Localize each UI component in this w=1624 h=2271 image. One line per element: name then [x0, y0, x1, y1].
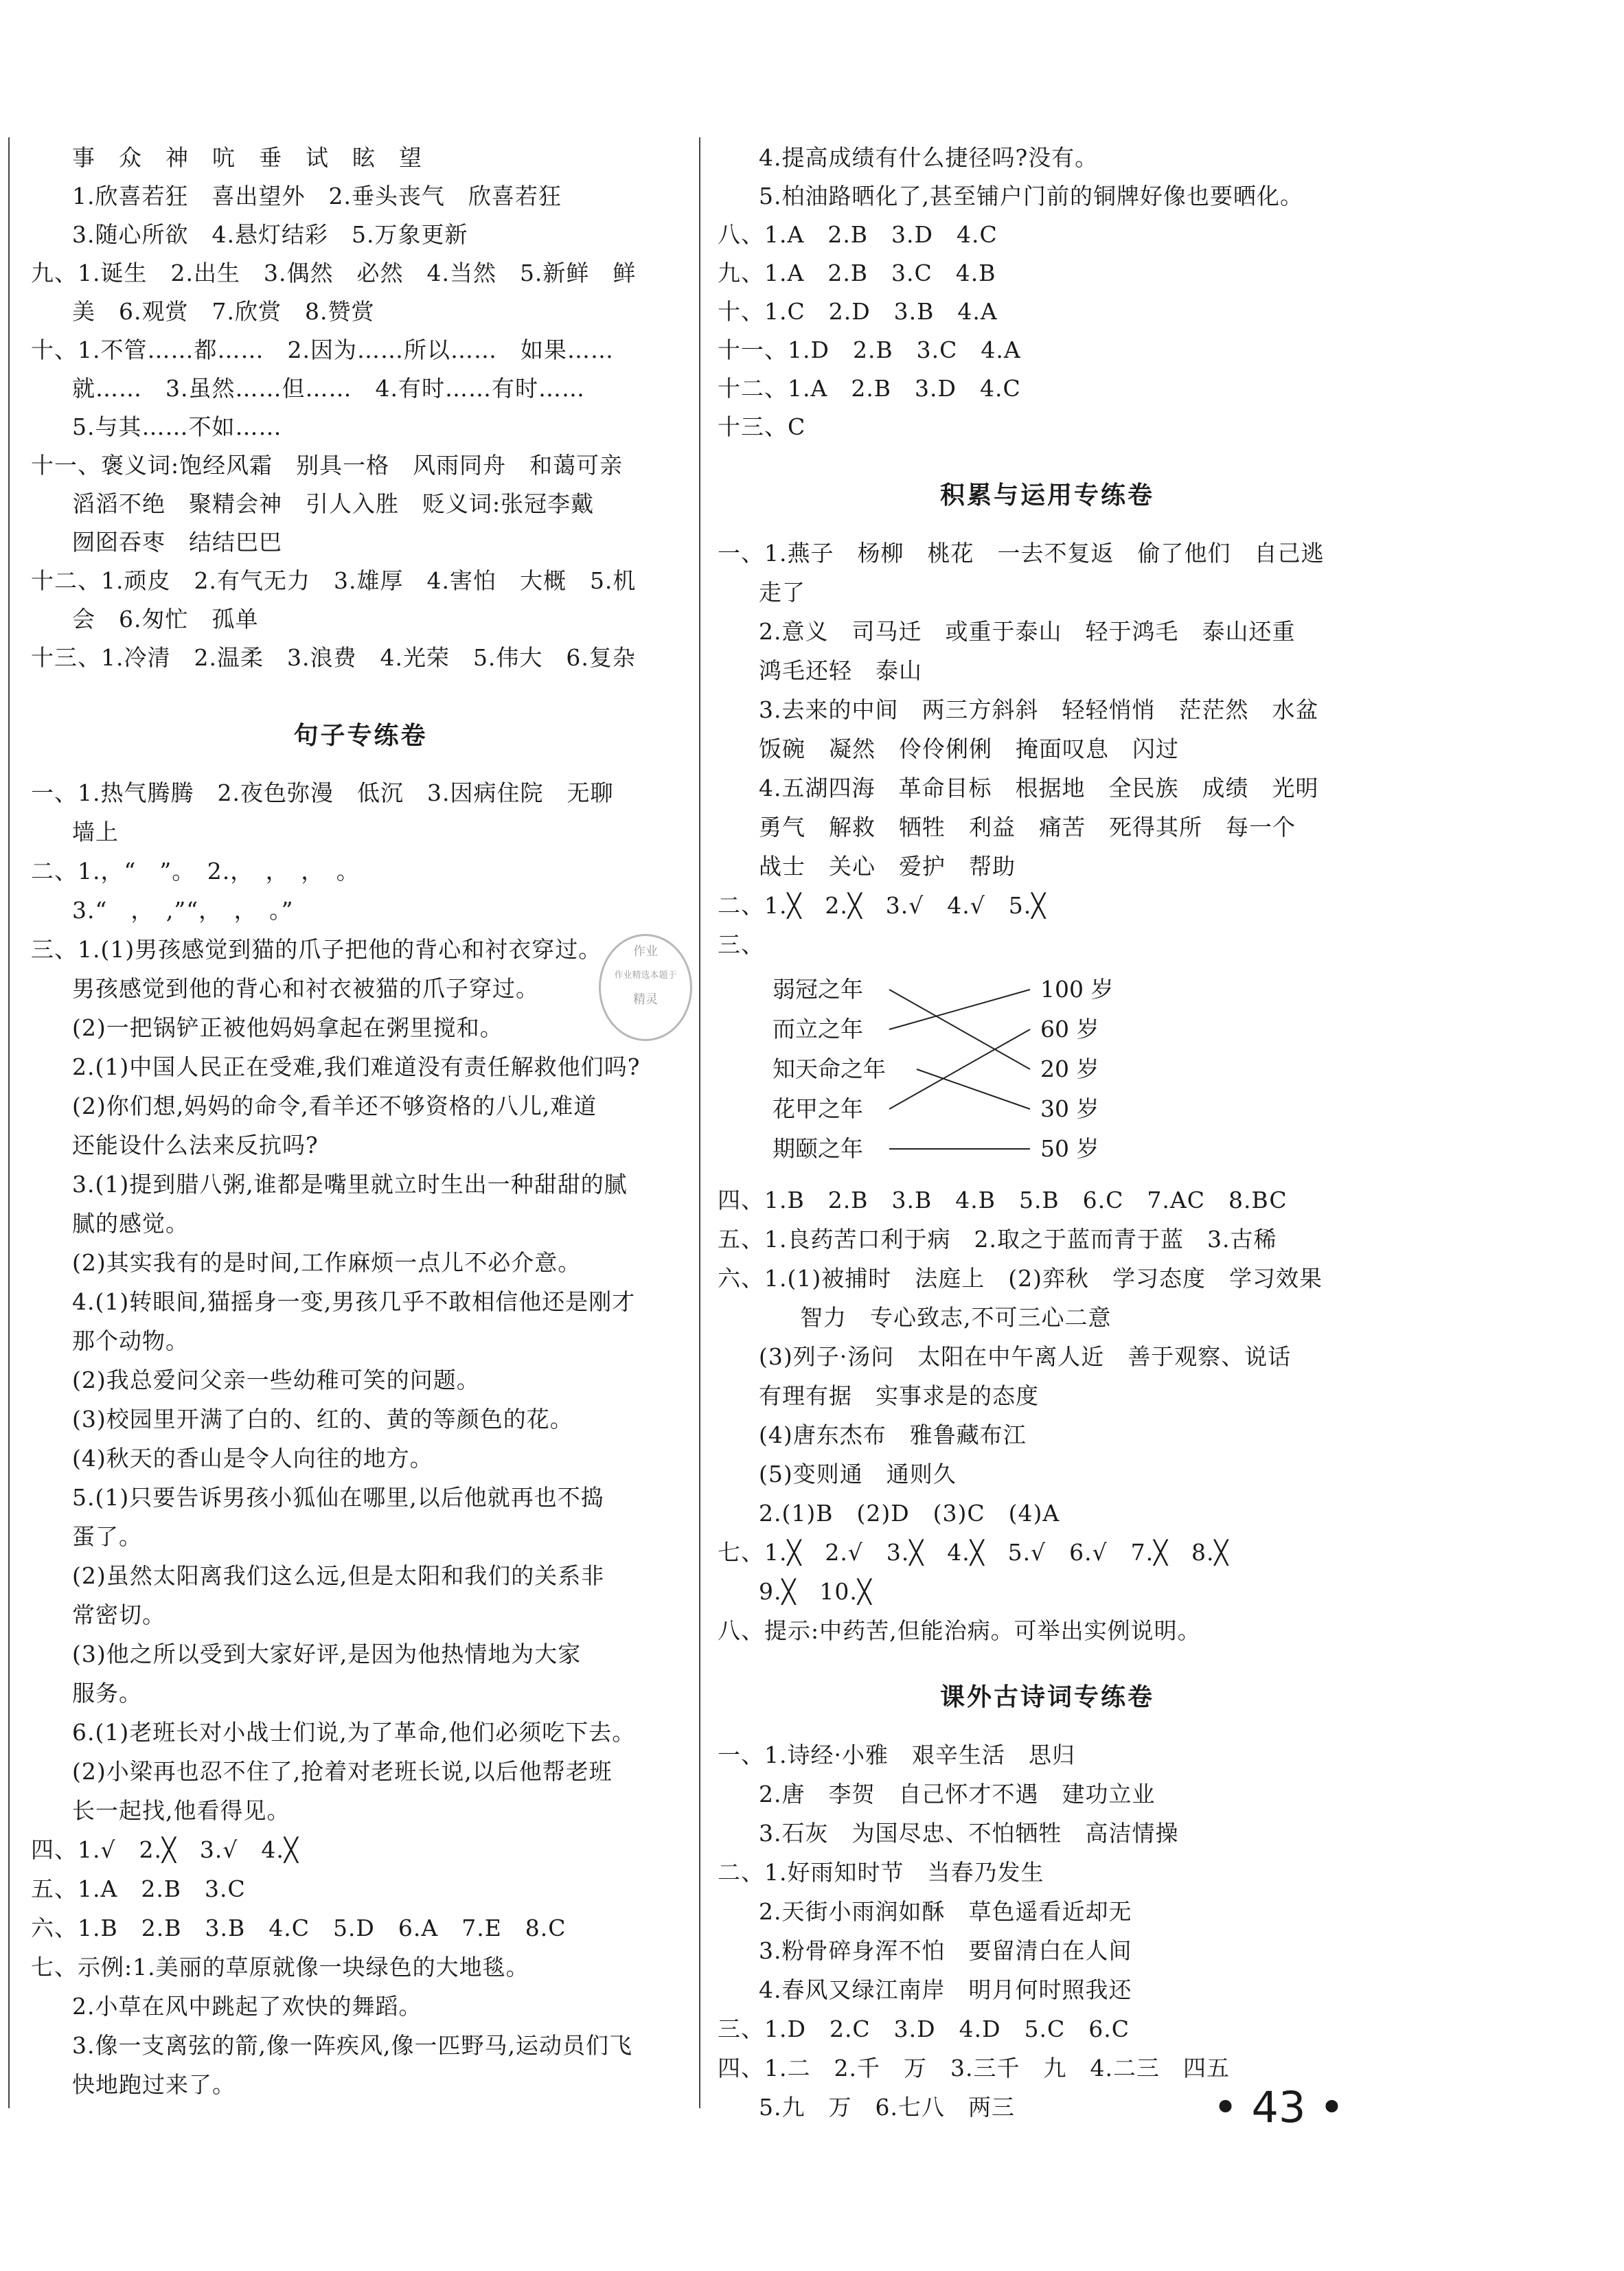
text-line: 鸿毛还轻 泰山	[759, 657, 922, 684]
watermark-stamp	[599, 934, 692, 1041]
text-line: 长一起找,他看得见。	[72, 1797, 290, 1824]
text-line: (2)小梁再也忍不住了,抢着对老班长说,以后他帮老班	[72, 1758, 613, 1785]
text-line: 十二、1.A 2.B 3.D 4.C	[718, 375, 1021, 402]
section-heading: 课外古诗词专练卷	[939, 1683, 1154, 1711]
text-line: 二、1.好雨知时节 当春乃发生	[718, 1859, 1044, 1886]
text-line: 四、1.二 2.千 万 3.三千 九 4.二三 四五	[718, 2055, 1230, 2081]
section-heading: 积累与运用专练卷	[939, 481, 1154, 510]
text-line: 2.小草在风中跳起了欢快的舞蹈。	[72, 1993, 422, 2020]
match-connector-line	[889, 990, 1030, 1029]
text-line: 2.(1)中国人民正在受难,我们难道没有责任解救他们吗?	[72, 1053, 641, 1080]
text-line: 5.(1)只要告诉男孩小狐仙在哪里,以后他就再也不捣	[72, 1484, 604, 1511]
text-line: 3.“ ， ,”“， ， 。”	[72, 897, 294, 924]
match-right-item: 50 岁	[1040, 1135, 1099, 1162]
text-line: 墙上	[72, 819, 119, 845]
text-line: 9.╳ 10.╳	[759, 1578, 872, 1605]
text-line: 2.(1)B (2)D (3)C (4)A	[759, 1500, 1060, 1527]
text-line: 十、1.不管……都…… 2.因为……所以…… 如果……	[31, 336, 614, 363]
text-line: 2.唐 李贺 自己怀才不遇 建功立业	[759, 1781, 1156, 1807]
text-line: 滔滔不绝 聚精会神 引人入胜 贬义词:张冠李戴	[72, 490, 595, 517]
text-line: 服务。	[72, 1680, 142, 1707]
text-line: 十三、1.冷清 2.温柔 3.浪费 4.光荣 5.伟大 6.复杂	[31, 644, 636, 671]
text-line: 腻的感觉。	[72, 1210, 189, 1237]
text-line: 五、1.良药苦口利于病 2.取之于蓝而青于蓝 3.古稀	[718, 1226, 1277, 1253]
text-line: 二、1.╳ 2.╳ 3.√ 4.√ 5.╳	[718, 892, 1047, 919]
match-connector-line	[889, 990, 1030, 1069]
text-line: 十三、C	[718, 413, 806, 440]
text-line: 有理有据 实事求是的态度	[759, 1382, 1039, 1409]
text-line: 2.天街小雨润如酥 草色遥看近却无	[759, 1898, 1132, 1925]
text-line: (2)其实我有的是时间,工作麻烦一点儿不必介意。	[72, 1249, 582, 1276]
text-line: 三、1.(1)男孩感觉到猫的爪子把他的背心和衬衣穿过。	[31, 936, 602, 963]
text-line: 事 众 神 吭 垂 试 眩 望	[72, 144, 422, 171]
match-right-item: 30 岁	[1040, 1095, 1099, 1122]
text-line: 囫囵吞枣 结结巴巴	[72, 529, 282, 556]
text-line: 六、1.(1)被捕时 法庭上 (2)弈秋 学习态度 学习效果	[718, 1265, 1323, 1292]
text-line: 勇气 解救 牺牲 利益 痛苦 死得其所 每一个	[759, 814, 1296, 841]
match-left-item: 花甲之年	[773, 1095, 863, 1122]
text-line: (2)我总爱问父亲一些幼稚可笑的问题。	[72, 1367, 480, 1393]
text-line: 6.(1)老班长对小战士们说,为了革命,他们必须吃下去。	[72, 1719, 636, 1746]
match-left-item: 弱冠之年	[773, 976, 863, 1003]
text-line: 3.石灰 为国尽忠、不怕牺牲 高洁情操	[759, 1820, 1179, 1847]
text-line: 3.(1)提到腊八粥,谁都是嘴里就立时生出一种甜甜的腻	[72, 1171, 628, 1198]
match-left-item: 而立之年	[773, 1016, 863, 1042]
text-line: 5.柏油路晒化了,甚至铺户门前的铜牌好像也要晒化。	[759, 183, 1303, 209]
text-line: 3.粉骨碎身浑不怕 要留清白在人间	[759, 1937, 1132, 1964]
text-line: 4.五湖四海 革命目标 根据地 全民族 成绩 光明	[759, 775, 1319, 801]
text-line: 二、1.，“ ”。 2.， ， ， 。	[31, 858, 360, 885]
text-line: 1.欣喜若狂 喜出望外 2.垂头丧气 欣喜若狂	[72, 183, 562, 209]
text-line: (3)列子·汤问 太阳在中午离人近 善于观察、说话	[759, 1343, 1292, 1370]
text-line: 美 6.观赏 7.欣赏 8.赞赏	[72, 298, 375, 325]
text-line: 三、	[718, 931, 764, 958]
text-line: 蛋了。	[72, 1523, 142, 1550]
text-line: 2.意义 司马迁 或重于泰山 轻于鸿毛 泰山还重	[759, 618, 1296, 645]
text-line: 三、1.D 2.C 3.D 4.D 5.C 6.C	[718, 2016, 1130, 2042]
text-line: (3)校园里开满了白的、红的、黄的等颜色的花。	[72, 1406, 573, 1433]
text-line: 八、提示:中药苦,但能治病。可举出实例说明。	[718, 1617, 1201, 1644]
text-line: 3.去来的中间 两三方斜斜 轻轻悄悄 茫茫然 水盆	[759, 696, 1319, 723]
text-line: (2)一把锅铲正被他妈妈拿起在粥里搅和。	[72, 1014, 503, 1041]
text-line: 常密切。	[72, 1601, 165, 1628]
text-line: 还能设什么法来反抗吗?	[72, 1132, 319, 1159]
text-line: 4.(1)转眼间,猫摇身一变,男孩几乎不敢相信他还是刚才	[72, 1288, 636, 1315]
matching-diagram	[718, 965, 1377, 1185]
match-right-item: 60 岁	[1040, 1016, 1099, 1042]
text-line: 八、1.A 2.B 3.D 4.C	[718, 221, 998, 248]
match-connector-line	[917, 1069, 1030, 1109]
text-line: 5.九 万 6.七八 两三	[759, 2094, 1015, 2121]
left-border-line	[8, 137, 10, 2108]
text-line: 十一、1.D 2.B 3.C 4.A	[718, 336, 1021, 363]
text-line: 九、1.诞生 2.出生 3.偶然 必然 4.当然 5.新鲜 鲜	[31, 260, 637, 286]
text-line: (2)你们想,妈妈的命令,看羊还不够资格的八儿,难道	[72, 1093, 597, 1119]
stamp-text: 作业精选本题于	[614, 970, 677, 981]
text-line: 四、1.√ 2.╳ 3.√ 4.╳	[31, 1836, 299, 1863]
text-line: (5)变则通 通则久	[759, 1461, 957, 1487]
text-line: 走了	[759, 579, 805, 606]
text-line: 一、1.诗经·小雅 艰辛生活 思归	[718, 1742, 1075, 1768]
text-line: 五、1.A 2.B 3.C	[31, 1875, 246, 1902]
text-line: 会 6.匆忙 孤单	[72, 606, 259, 632]
text-line: 饭碗 凝然 伶伶俐俐 掩面叹息 闪过	[759, 735, 1179, 762]
match-right-item: 100 岁	[1040, 976, 1114, 1003]
text-line: 3.随心所欲 4.悬灯结彩 5.万象更新	[72, 221, 468, 248]
match-right-item: 20 岁	[1040, 1055, 1099, 1082]
text-line: 七、示例:1.美丽的草原就像一块绿色的大地毯。	[31, 1954, 529, 1981]
text-line: 一、1.热气腾腾 2.夜色弥漫 低沉 3.因病住院 无聊	[31, 779, 614, 806]
text-line: 十一、褒义词:饱经风霜 别具一格 风雨同舟 和蔼可亲	[31, 452, 624, 479]
text-line: 5.与其……不如……	[72, 413, 282, 440]
stamp-text: 作业	[633, 944, 658, 959]
text-line: 男孩感觉到他的背心和衬衣被猫的爪子穿过。	[72, 975, 539, 1002]
text-line: 九、1.A 2.B 3.C 4.B	[718, 260, 996, 286]
text-line: 六、1.B 2.B 3.B 4.C 5.D 6.A 7.E 8.C	[31, 1915, 567, 1941]
text-line: 那个动物。	[72, 1327, 189, 1354]
match-left-item: 知天命之年	[773, 1055, 886, 1082]
page-number: • 43 •	[1213, 2082, 1345, 2132]
stamp-text: 精灵	[633, 992, 658, 1007]
text-line: (2)虽然太阳离我们这么远,但是太阳和我们的关系非	[72, 1562, 605, 1589]
text-line: 四、1.B 2.B 3.B 4.B 5.B 6.C 7.AC 8.BC	[718, 1187, 1288, 1213]
text-line: (4)秋天的香山是令人向往的地方。	[72, 1445, 433, 1472]
section-heading: 句子专练卷	[293, 722, 428, 750]
text-line: 七、1.╳ 2.√ 3.╳ 4.╳ 5.√ 6.√ 7.╳ 8.╳	[718, 1539, 1229, 1566]
text-line: 智力 专心致志,不可三心二意	[800, 1304, 1112, 1331]
text-line: 十、1.C 2.D 3.B 4.A	[718, 298, 998, 325]
text-line: (4)唐东杰布 雅鲁藏布江	[759, 1422, 1027, 1448]
text-line: 十二、1.顽皮 2.有气无力 3.雄厚 4.害怕 大概 5.机	[31, 567, 637, 594]
text-line: 战士 关心 爱护 帮助	[759, 853, 1016, 880]
text-line: 3.像一支离弦的箭,像一阵疾风,像一匹野马,运动员们飞	[72, 2032, 632, 2059]
text-line: 一、1.燕子 杨柳 桃花 一去不复返 偷了他们 自己逃	[718, 540, 1325, 567]
column-divider	[699, 137, 700, 2108]
match-lines	[889, 990, 1030, 1149]
match-connector-line	[889, 1029, 1030, 1109]
text-line: (3)他之所以受到大家好评,是因为他热情地为大家	[72, 1641, 582, 1667]
match-left-item: 期颐之年	[773, 1135, 863, 1162]
text-line: 快地跑过来了。	[72, 2071, 236, 2098]
text-line: 就…… 3.虽然……但…… 4.有时……有时……	[72, 375, 585, 402]
text-line: 4.春风又绿江南岸 明月何时照我还	[759, 1976, 1132, 2003]
text-line: 4.提高成绩有什么捷径吗?没有。	[759, 144, 1099, 171]
